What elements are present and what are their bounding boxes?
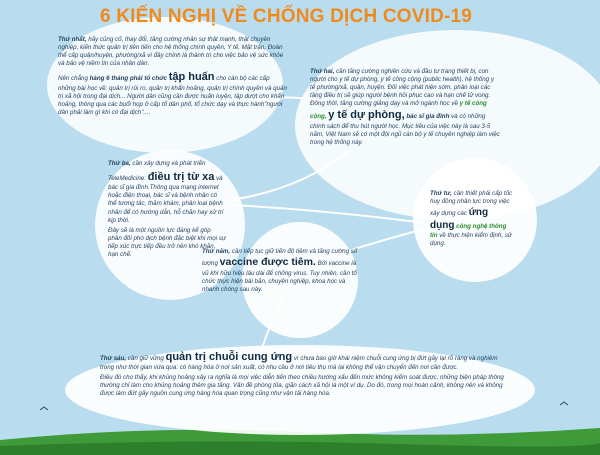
recommendation-1-text2a: Nên chẳng [58,75,90,83]
recommendation-5-text: cần tiếp tục giữ tiến độ tiêm và tăng cường số lượng [202,248,358,268]
recommendation-2-keyword: y tế dự phòng, [328,109,405,122]
recommendation-4-green: công nghệ thông tin [430,223,507,240]
recommendation-6-keyword: quản trị chuỗi cung ứng [165,351,293,363]
recommendation-6 [100,350,505,401]
recommendation-3 [108,160,226,261]
recommendation-5-keyword: vaccine được tiêm. [219,256,316,269]
recommendation-3-lead: Thứ ba, [108,160,131,167]
recommendation-2 [310,68,500,149]
recommendation-5-lead: Thứ năm, [202,248,231,255]
recommendation-5 [202,248,362,296]
page-title: 6 KIẾN NGHỊ VỀ CHỐNG DỊCH COVID-19 [100,6,473,27]
recommendation-2-text: cần tăng cường nghiên cứu và đầu tư trang thiết bị, con người cho y tế dự phòng, y tế công cộng (public health), hệ thống y tế phường/xã, quận, huyện. Đối việc phát hiện sớm, phân loại các tầng điều trị sẽ giúp người bệnh hồi phục cao và hạn chế tử vong. Đồng thời, tăng cường giảng dạy và mở ngành học về [310,68,494,108]
recommendation-3-keyword: điều trị từ xa [147,171,215,184]
recommendation-3-term: TeleMedicine: [108,175,146,183]
recommendation-3-text2: và bác sĩ gia đình.Thông qua mạng internet hoặc điện thoại, bác sĩ và bệnh nhân có thể tương tác, thăm khám, phân loại bệnh nhân để có hướng dẫn, hỗ chăn hay xử trí kịp thời. [108,175,224,224]
recommendation-1-text: hãy củng cố, thay đổi, tăng cường nhân sự thật mạnh, thật chuyên nghiệp, kiến thức quản trị tiên tiến cho hệ thống chính quyền, Y tế, Mặt trận, Đoàn thể cấp quận/huyện, phường/xã vì đây chính là thành trì cho việc bảo vệ sức khỏe và bảo vệ niềm tin của nhân dân. [58,36,284,68]
recommendation-1-lead: Thứ nhất, [58,36,87,43]
recommendation-4-text2: về thực hiện kiểm định, sử dụng. [430,232,512,248]
recommendation-6-text2: vì chưa bao giờ khái niệm chuỗi cung ứng bị đứt gãy lại rõ ràng và nghiêm trọng như thời gian vừa qua: có hàng hóa ở nơi sản xuất, có nhu cầu ở nơi tiêu thụ mà lại không thể vận chuyển đến nơi cần được. [100,355,498,372]
recommendation-4-lead: Thứ tư, [430,190,452,197]
recommendation-4 [430,190,515,250]
recommendation-3-text3: Đây sẽ là một nguồn lực đáng kể góp phần đối phó dịch bệnh đặc biệt khi mọi sự tiếp xúc trực tiếp đều trở nên khó khăn, hạn chế. [108,226,226,258]
recommendation-2-text2: và có những chính sách để thu hút người học. Mục tiêu của việc này là sau 3-5 năm, Việt Nam sẽ có một đội ngũ cán bộ y tế chuyên nghiệp làm việc trong hệ thống này. [310,113,500,146]
recommendation-6-text: cần giữ vững [126,355,164,362]
recommendation-4-text: cần thiết phải cấp tốc huy động nhân lực trong việc xây dựng các [430,190,513,218]
recommendation-1-highlight: hàng 6 tháng phải tổ chức [89,75,167,83]
recommendation-1 [58,36,288,119]
recommendation-1-keyword: tập huấn [168,71,215,84]
recommendation-2-lead: Thứ hai, [310,68,335,75]
recommendation-1-text2b: cho cán bộ các cấp những bài học về: quản trị rủi ro, quản trị khẩn hoảng, quản trị chính quyền và quản trị xã hội trong đại dịch... Người dân cũng cần được huấn luyện, tập dượt cho khẩn hoảng, thông qua các buổi họp ở cấp tổ dân phố, tổ chức dạy và thực hành"người dân phải làm gì khi có đại dịch".... [58,75,287,116]
recommendation-5-text2: Bởi vaccine là vũ khí hữu hiệu lâu dài để chống virus. Tuy nhiên, cần tổ chức thực hiện bài bản, chuyên nghiệp, khoa học và nhanh chóng sau này. [202,260,357,293]
recommendation-2-highlight: bác sĩ gia đình [406,113,450,121]
recommendation-6-lead: Thứ sáu, [100,355,127,362]
recommendation-6-text3: Điều đó cho thấy, khi khủng hoảng xảy ra nghĩa là mọi việc diễn tiến theo chiều hướng xấu đến mức không kiểm soát được, những biện pháp thông thường chỉ làm cho khủng hoảng thêm gia tăng. Vấn đề phòng tỏa, giãn cách xã hội là một ví dụ. Do đó, trong mọi hoàn cảnh, không nên và không được làm đứt gãy nguồn cung ứng hàng hóa quan trọng cũng như vận tải hàng hóa. [100,374,504,398]
recommendation-2-green: y tế công cộng, [310,100,487,121]
recommendation-3-text: cần xây dựng và phát triển [130,160,206,167]
recommendation-4-keyword: ứng dụng [430,207,489,232]
